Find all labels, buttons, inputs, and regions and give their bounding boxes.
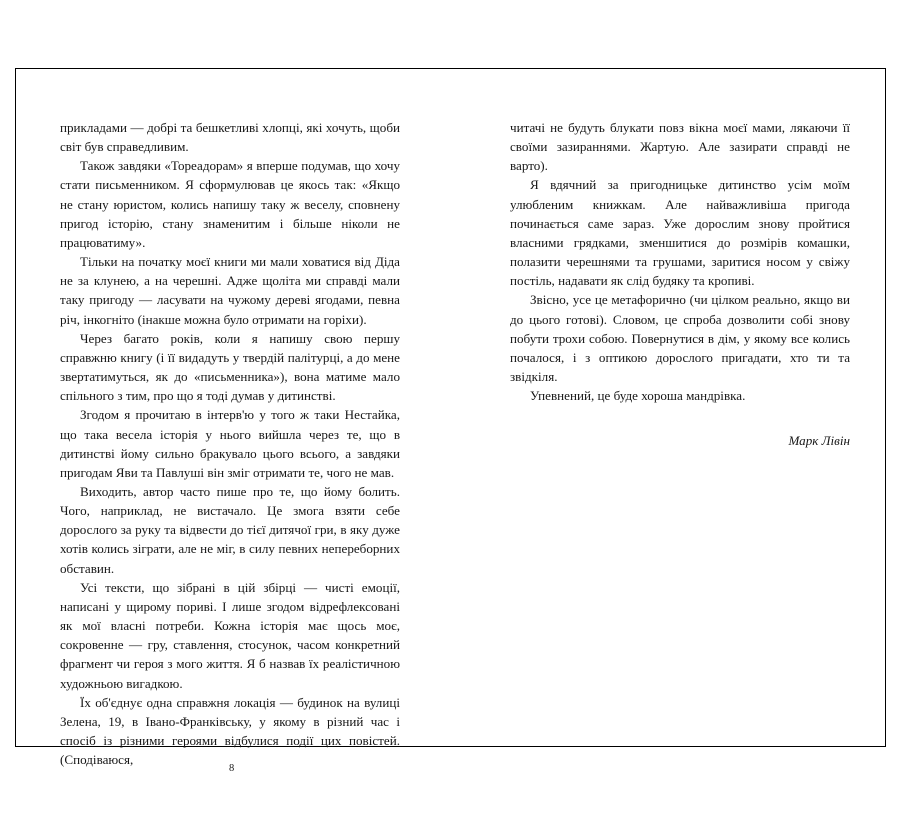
paragraph: Я вдячний за пригодницьке дитинство усім моїм улюбленим книжкам. Але найважливіша пригода починається саме зараз. Уже дорослим знову пройтися власними грядками, зменшитися до розмірів комашки, полазити черешнями та грушами, заритися носом у свіжу постіль, надавати як слід будяку та кропиві.	[510, 177, 850, 289]
paragraph: Згодом я прочитаю в інтерв'ю у того ж таки Нестайка, що така весела історія у нього вийшла через те, що в дитинстві йому сильно бракувало цього всього, а завдяки пригодам Яви та Павлуші він зміг отримати те, чого не мав.	[60, 407, 400, 480]
right-page	[510, 118, 850, 728]
paragraph: читачі не будуть блукати повз вікна моєї мами, лякаючи її своїми зазираннями. Жартую. Але зазирати справді не варто).	[510, 120, 850, 174]
left-page-text-column	[60, 118, 400, 769]
left-page	[60, 118, 400, 768]
paragraph: Звісно, усе це метафорично (чи цілком реально, якщо ви до цього готові). Словом, це спроба дозволити собі знову побути трохи собою. Повернутися в дім, у якому все колись почалося, і з оптикою дорослого пригадати, хто ти та звідкіля.	[510, 292, 850, 385]
paragraph: Також завдяки «Тореадорам» я вперше подумав, що хочу стати письменником. Я сформулював це якось так: «Якщо не стану юристом, колись напишу таку ж веселу, сповнену пригод історію, стану знаменитим і більше ніколи не працюватиму».	[60, 158, 400, 250]
author-signature: Марк Лівін	[788, 433, 850, 449]
paragraph: прикладами — добрі та бешкетливі хлопці, які хочуть, щоби світ був справедливим.	[60, 120, 400, 155]
paragraph: Їх об'єднує одна справжня локація — будинок на вулиці Зелена, 19, в Івано-Франківську, у якому в різний час і спосіб із різними героями відбулися події цих повістей. (Сподіваюся,	[60, 694, 400, 768]
right-page-text-column	[510, 118, 850, 451]
paragraph: Через багато років, коли я напишу свою першу справжню книгу (і її видадуть у твердій палітурці, а до мене звертатимуться, як до «письменника»), вона матиме мало спільного з тим, про що я тоді думав у дитинстві.	[60, 330, 400, 404]
page-number: 8	[229, 763, 235, 774]
book-page-spread	[15, 68, 886, 774]
signature-spacer	[510, 405, 850, 431]
paragraph: Усі тексти, що зібрані в цій збірці — чисті емоції, написані у щирому пориві. І лише згодом відрефлексовані як мої власні потреби. Кожна історія має щось моє, сокровенне — гру, ставлення, стосунок, часом конкретний фрагмент чи героя з мого життя. Я б назвав їх реалістичною художньою вигадкою.	[60, 579, 400, 691]
paragraph: Тільки на початку моєї книги ми мали ховатися від Діда не за клунею, а на черешні. Адже щоліта ми справді мали таку пригоду — ласувати на чужому дереві ягодами, певна річ, інкогніто (інакше можна було отримати на горіхи).	[60, 254, 400, 327]
paragraph: Упевнений, це буде хороша мандрівка.	[530, 388, 746, 404]
paragraph: Виходить, автор часто пише про те, що йому болить. Чого, наприклад, не вистачало. Це змога взяти себе дорослого за руку та відвести до тієї дитячої гри, в яку дуже хотів колись зіграти, але не міг, в силу певних непереборних обставин.	[60, 483, 400, 576]
